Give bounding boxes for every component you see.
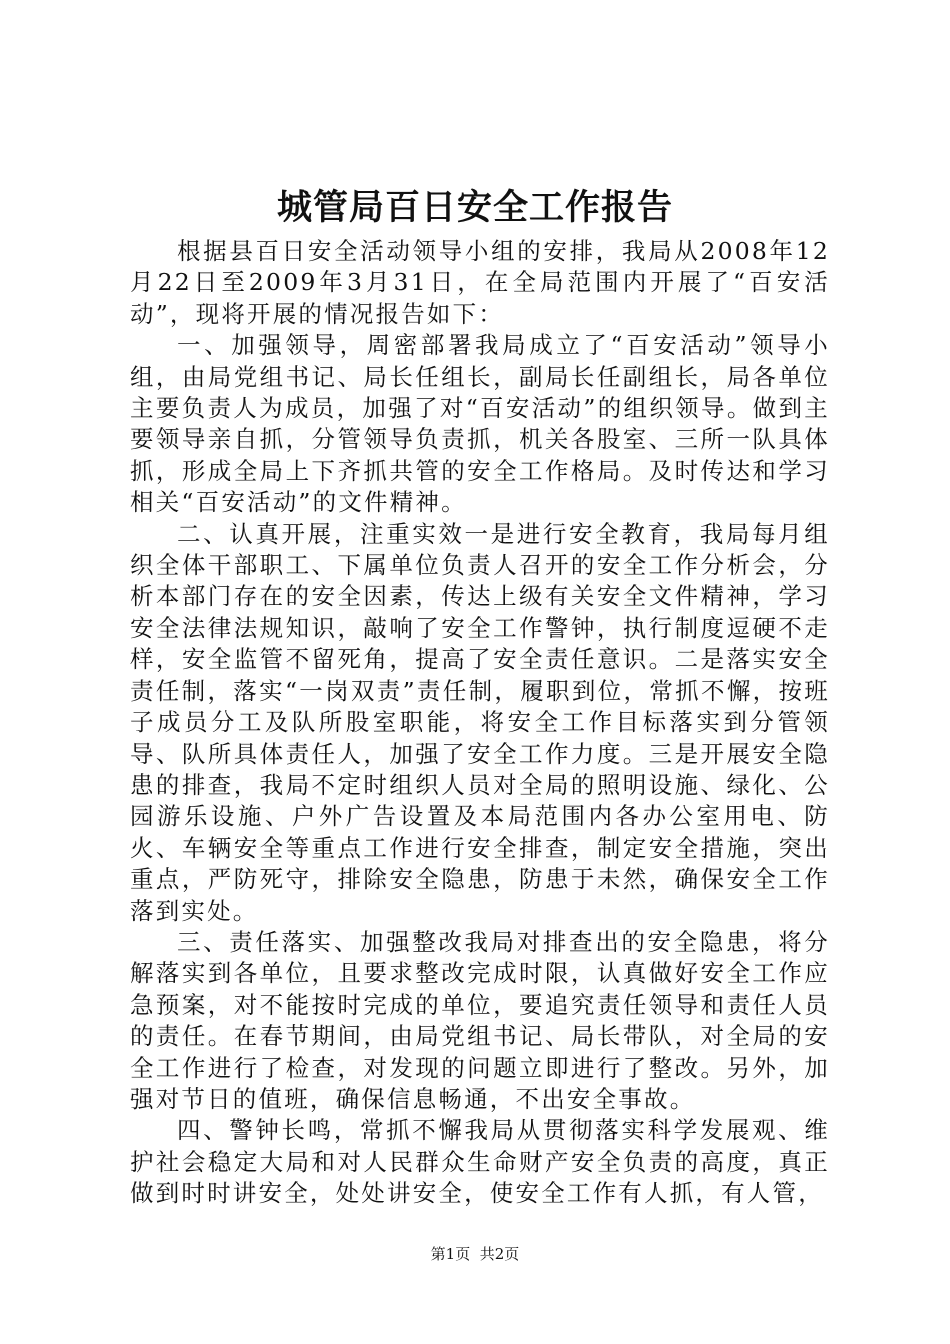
paragraph-section-4: 四、警钟长鸣，常抓不懈我局从贯彻落实科学发展观、维护社会稳定大局和对人民群众生命财产安全负责的高度，真正做到时时讲安全，处处讲安全，使安全工作有人抓，有人管， xyxy=(130,1116,830,1208)
document-body xyxy=(130,236,830,1210)
page-footer xyxy=(0,1244,950,1264)
paragraph-section-1: 一、加强领导，周密部署我局成立了“百安活动”领导小组，由局党组书记、局长任组长，副局长任副组长，局各单位主要负责人为成员，加强了对“百安活动”的组织领导。做到主要领导亲自抓，分管领导负责抓，机关各股室、三所一队具体抓，形成全局上下齐抓共管的安全工作格局。及时传达和学习相关“百安活动”的文件精神。 xyxy=(130,331,830,517)
document-title: 城管局百日安全工作报告 xyxy=(276,187,673,228)
page-total: 共2页 xyxy=(479,1245,520,1263)
footer-spacer xyxy=(470,1245,480,1263)
paragraph-section-2: 二、认真开展，注重实效一是进行安全教育，我局每月组织全体干部职工、下属单位负责人召开的安全工作分析会，分析本部门存在的安全因素，传达上级有关安全文件精神，学习安全法律法规知识，敲响了安全工作警钟，执行制度逗硬不走样，安全监管不留死角，提高了安全责任意识。二是落实安全责任制，落实“一岗双责”责任制，履职到位，常抓不懈，按班子成员分工及队所股室职能，将安全工作目标落实到分管领导、队所具体责任人，加强了安全工作力度。三是开展安全隐患的排查，我局不定时组织人员对全局的照明设施、绿化、公园游乐设施、户外广告设置及本局范围内各办公室用电、防火、车辆安全等重点工作进行安全排查，制定安全措施，突出重点，严防死守，排除安全隐患，防患于未然，确保安全工作落到实处。 xyxy=(130,519,830,925)
page-number: 第1页 xyxy=(430,1245,471,1263)
paragraph-section-3: 三、责任落实、加强整改我局对排查出的安全隐患，将分解落实到各单位，且要求整改完成时限，认真做好安全工作应急预案，对不能按时完成的单位，要追究责任领导和责任人员的责任。在春节期间，由局党组书记、局长带队，对全局的安全工作进行了检查，对发现的问题立即进行了整改。另外，加强对节日的值班，确保信息畅通，不出安全事故。 xyxy=(130,927,830,1113)
paragraph-intro: 根据县百日安全活动领导小组的安排，我局从2008年12月22日至2009年3月31日，在全局范围内开展了“百安活动”，现将开展的情况报告如下： xyxy=(130,237,830,328)
